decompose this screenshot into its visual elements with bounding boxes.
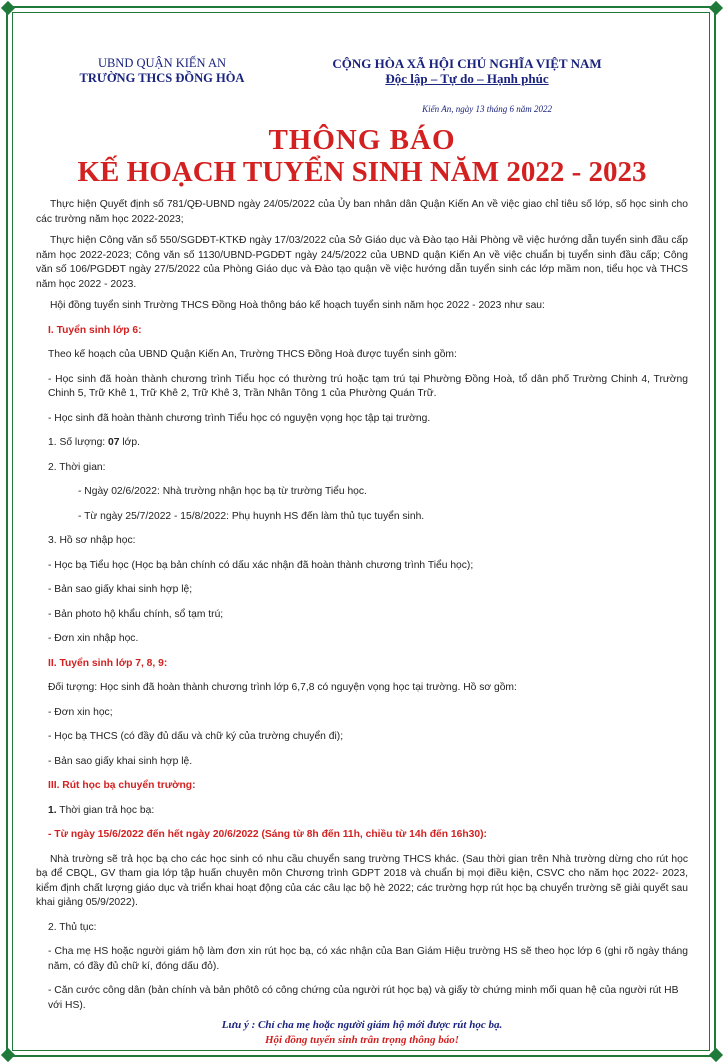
quantity-line <box>36 436 688 451</box>
quantity-value: 07 <box>108 437 120 448</box>
docs-label: 3. Hồ sơ nhập học: <box>48 535 136 546</box>
footer-closing: Hội đồng tuyển sinh trân trọng thông báo! <box>264 1034 460 1046</box>
doc-item: - Bản sao giấy khai sinh hợp lệ; <box>48 584 193 595</box>
document-footer <box>22 1018 702 1048</box>
section-lead: Đối tượng: Học sinh đã hoàn thành chương trình lớp 6,7,8 có nguyện vọng học tại trường. Hồ sơ gồm: <box>48 682 517 693</box>
return-time-number: 1. <box>48 804 57 816</box>
section-heading: II. Tuyển sinh lớp 7, 8, 9: <box>48 657 168 669</box>
return-time-label <box>36 804 688 819</box>
national-motto <box>312 56 622 86</box>
document-content <box>22 18 702 1053</box>
motto: Độc lập – Tự do – Hạnh phúc <box>385 71 549 86</box>
procedure-item: - Cha mẹ HS hoặc người giám hộ làm đơn xin rút học bạ, có xác nhận của Ban Giám Hiệu trường HS sẽ theo học lớp 6 (ghi rõ ngày tháng năm, có đầy đủ chữ kí, đóng dấu đỏ). <box>48 946 688 972</box>
doc-item: - Đơn xin học; <box>48 706 113 718</box>
doc-item: - Học bạ Tiểu học (Học bạ bản chính có dấu xác nhận đã hoàn thành chương trình Tiểu học); <box>48 559 474 571</box>
schedule-item: - Ngày 02/6/2022: Nhà trường nhận học bạ từ trường Tiểu học. <box>78 486 367 497</box>
return-note: Nhà trường sẽ trả học bạ cho các học sinh có nhu cầu chuyển sang trường THCS khác. (Sau thời gian trên Nhà trường dừng cho rút học bạ để CBQL, GV tham gia lớp tập huấn chuyên môn Chương trình GDPT 2018 và chuẩn bị mọi điều kiện, CSVC cho năm học 2022- 2023, kiểm định chất lượng giáo dục và triển khai hoạt động của các câu lạc bộ hè 2022; các trường hợp rút học bạ chuyển trường sẽ giải quyết sau khai giảng 05/9/2022). <box>36 853 688 908</box>
title-line-1: THÔNG BÁO <box>268 124 456 156</box>
footer-note: Lưu ý : Chỉ cha mẹ hoặc người giám hộ mới được rút học bạ. <box>221 1019 503 1031</box>
title-line-2: KẾ HOẠCH TUYỂN SINH NĂM 2022 - 2023 <box>77 156 647 188</box>
section-heading: III. Rút học bạ chuyển trường: <box>48 780 196 791</box>
doc-item: - Bản photo hộ khẩu chính, sổ tạm trú; <box>48 608 224 620</box>
document-header <box>22 18 702 90</box>
return-time-text: Thời gian trả học bạ: <box>59 804 155 816</box>
return-time-value: - Từ ngày 15/6/2022 đến hết ngày 20/6/2022 (Sáng từ 8h đến 11h, chiều từ 14h đến 16h30): <box>48 829 487 840</box>
doc-item: - Bản sao giấy khai sinh hợp lệ. <box>48 755 193 767</box>
eligibility-item: - Học sinh đã hoàn thành chương trình Tiểu học có thường trú hoặc tạm trú tại Phường Đồng Hoà, tổ dân phố Trường Chinh 4, Trường Chinh 5, Trữ Khê 1, Trữ Khê 2, Trữ Khê 3, Trần Nhân Tông 1 của Phường Quán Trữ. <box>48 373 688 399</box>
section-lead: Theo kế hoạch của UBND Quận Kiến An, Trường THCS Đồng Hoà được tuyển sinh gồm: <box>48 349 457 360</box>
doc-item: - Học bạ THCS (có đầy đủ dấu và chữ ký của trường chuyển đi); <box>48 731 344 742</box>
document-title <box>22 124 702 188</box>
doc-item: - Đơn xin nhập học. <box>48 633 139 644</box>
issuer-authority: UBND QUẬN KIẾN AN <box>97 56 227 70</box>
time-label: 2. Thời gian: <box>48 461 106 473</box>
country-name: CỘNG HÒA XÃ HỘI CHỦ NGHĨA VIỆT NAM <box>332 56 602 71</box>
quantity-unit: lớp. <box>122 437 141 448</box>
section-heading: I. Tuyển sinh lớp 6: <box>48 324 142 336</box>
issue-date: Kiến An, ngày 13 tháng 6 năm 2022 <box>422 104 552 114</box>
quantity-label: 1. Số lượng: <box>48 437 106 448</box>
document-body <box>36 198 688 1023</box>
intro-paragraph: Thực hiện Công văn số 550/SGDĐT-KTKĐ ngày 17/03/2022 của Sở Giáo dục và Đào tạo Hải Phòng về việc hướng dẫn tuyển sinh đầu cấp năm học 2022-2023; Công văn số 1130/UBND-PGDĐT ngày 24/5/2022 của UBND quận Kiến An về việc chuẩn bị tuyển sinh đầu cấp; Công văn số 106/PGDĐT ngày 27/5/2022 của Phòng Giáo dục và Đào tạo quận về việc hướng dẫn tuyển sinh các lớp mầm non, tiểu học và THCS năm học 2022 - 2023. <box>36 235 688 290</box>
issuer-school: TRƯỜNG THCS ĐỒNG HÒA <box>79 71 245 85</box>
schedule-item: - Từ ngày 25/7/2022 - 15/8/2022: Phụ huynh HS đến làm thủ tục tuyển sinh. <box>78 510 425 522</box>
issuer-block <box>72 56 252 86</box>
intro-paragraph: Hội đồng tuyển sinh Trường THCS Đồng Hoà thông báo kế hoạch tuyển sinh năm học 2022 - 2023 như sau: <box>50 300 545 311</box>
procedure-item: - Căn cước công dân (bản chính và bản phôtô có công chứng của người rút học bạ) và giấy tờ chứng minh mối quan hệ của người rút HB với HS). <box>48 985 679 1011</box>
eligibility-item: - Học sinh đã hoàn thành chương trình Tiểu học có nguyện vọng học tập tại trường. <box>48 412 431 424</box>
intro-paragraph: Thực hiện Quyết định số 781/QĐ-UBND ngày 24/05/2022 của Ủy ban nhân dân Quận Kiến An về việc giao chỉ tiêu số lớp, số học sinh cho các trường năm học 2022-2023; <box>36 199 688 225</box>
procedure-label: 2. Thủ tục: <box>48 921 97 933</box>
